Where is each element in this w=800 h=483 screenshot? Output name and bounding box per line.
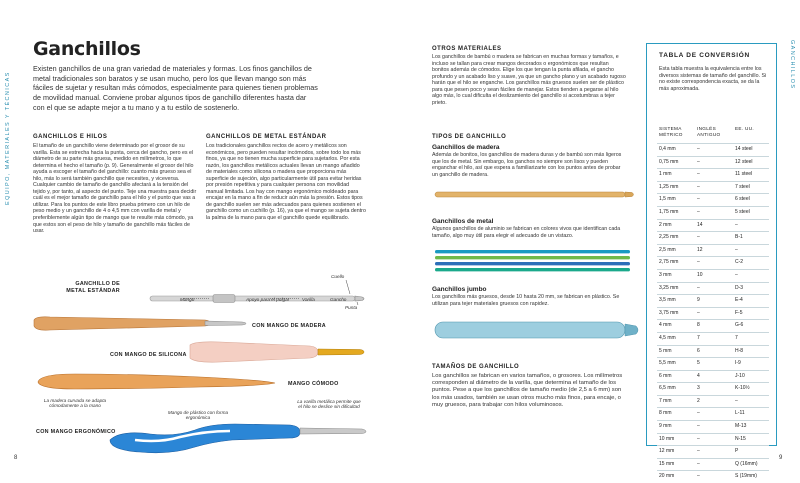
conversion-desc: Esta tabla muestra la equivalencia entre los diversos sistemas de tamaño del ganchillo. Si no existe correspondencia exacta, se da la más aproximada.	[659, 66, 767, 93]
cell-us: P	[735, 448, 739, 455]
cell-metric: 0,4 mm	[659, 146, 676, 152]
cell-us: 5 steel	[735, 208, 750, 215]
page-number-left: 8	[14, 455, 18, 461]
metal-text: Algunos ganchillos de aluminio se fabrican en colores vivos que identifican cada tamaño, algo muy útil para elegir el adecuado de un vistazo.	[432, 226, 621, 239]
cell-us: C-2	[735, 259, 744, 266]
col1-text: El tamaño de un ganchillo viene determinado por el grosor de su varilla. Esta se estrecha hacia la punta, cerca del gancho, pero es el diámetro de su parte más gruesa, medido en milímetros, lo que determina el hecho el tamaño (p. 9). Generalmente el grosor del hilo ayuda a escoger el tamaño del ganchillo: cuanto más grueso sea el hilo, más lo será también ganchillo que necesites, y viceversa. Cualquier cambio de tamaño de ganchillo afectará a la tensión del tejido y, por tanto, al aspecto del punto. Teje una muestra para decidir cuál es el mejor tamaño de ganchillo para el hilo y el punto que vas a utilizar. Para los puntos de este libro prueba primero con un hilo de peso medio y un ganchillo de 4 o 4,5 mm con varilla de metal y preferiblemente algún tipo de mango que te resulte más cómodo, ya que estos son el peso de hilo y tamaño de ganchillo más fáciles de usar.	[33, 143, 197, 235]
intro-paragraph: Existen ganchillos de una gran variedad de materiales y formas. Los finos ganchillos de metal tradicionales son baratos y se usan mucho, pero los que llevan mango son más fáciles de sujetar y resultan más cómodos, especialmente para quienes tienen problemas de movilidad manual. Conviene probar algunos tipos de ganchillo diferentes hasta dar con el que se adapte mejor a tu mano y a tu estilo de sostenerlo.	[33, 64, 318, 112]
silicone-hook-illustration	[190, 342, 364, 362]
cell-metric: 3,5 mm	[659, 297, 676, 304]
ergonomic-hook-label: CON MANGO ERGONÓMICO	[36, 429, 116, 435]
table-row	[657, 206, 769, 219]
cell-metric: 5,5 mm	[659, 360, 676, 367]
madera-heading: Ganchillos de madera	[432, 144, 500, 151]
cell-uk: 14	[697, 221, 703, 228]
cell-uk: –	[697, 284, 700, 291]
cell-metric: 1,25 mm	[659, 183, 679, 190]
table-row	[657, 244, 769, 257]
madera-text: Además de bonitos, los ganchillos de madera duras y de bambú son más ligeros que los de metal. Sin embargo, los ganchos no siempre son lisos y pueden enganchar el hilo, así que espera a familiarizarte con los puntos antes de probar un ganchillo de madera.	[432, 152, 622, 178]
col1-heading: GANCHILLOS E HILOS	[33, 134, 108, 140]
cell-metric: 1,5 mm	[659, 196, 676, 203]
cell-us: M-13	[735, 423, 747, 430]
cell-us: 14 steel	[735, 146, 753, 152]
cell-us: N-15	[735, 435, 746, 442]
cell-metric: 0,75 mm	[659, 158, 679, 165]
table-row	[657, 256, 769, 269]
cell-metric: 2,5 mm	[659, 246, 676, 253]
rod-note: La varilla metálica permite que el hilo se deslice sin dificultad	[297, 399, 361, 409]
cell-metric: 2,75 mm	[659, 259, 679, 266]
table-row	[657, 382, 769, 395]
tipos-heading: TIPOS DE GANCHILLO	[432, 134, 507, 140]
part-mango: Mango	[180, 297, 195, 302]
table-row	[657, 345, 769, 358]
table-row	[657, 181, 769, 194]
cell-uk: –	[697, 183, 700, 190]
tamanos-text: Los ganchillos se fabrican en varios tamaños, o grosores. Los milímetros corresponden al diámetro de la varilla, que determina el tamaño de los puntos. Pese a que los ganchillos de tamaño medio (de 2,5 a 6 mm) son los más usados, también se usan otros mucho más finos, para encaje, o muy gruesos, para trabajar con hilos voluminosos.	[432, 373, 623, 408]
cell-uk: –	[697, 158, 700, 165]
type-illustrations	[400, 0, 640, 478]
cell-metric: 15 mm	[659, 460, 675, 467]
comfort-hook-label: MANGO CÓMODO	[288, 381, 339, 387]
cell-us: B-1	[735, 234, 743, 241]
table-row	[657, 168, 769, 181]
table-row	[657, 458, 769, 471]
table-row	[657, 319, 769, 332]
page-number-right: 9	[779, 455, 783, 461]
cell-us: S (19mm)	[735, 473, 757, 480]
tamanos-heading: TAMAÑOS DE GANCHILLO	[432, 364, 520, 370]
table-row	[657, 357, 769, 370]
cell-us: F-5	[735, 309, 743, 316]
conversion-title: TABLA DE CONVERSIÓN	[659, 52, 750, 59]
cell-metric: 2,25 mm	[659, 234, 679, 241]
part-apoyo: Apoyo para el pulgar	[246, 297, 290, 302]
metal-heading: Ganchillos de metal	[432, 218, 494, 225]
cell-us: –	[735, 271, 738, 278]
otros-text: Los ganchillos de bambú o madera se fabrican en muchas formas y tamaños, e incluso se tallan para crear mangos decorados o ergonómicos que resultan bonitos además de cómodos. Elige los que tengan la punta afilada, el gancho profundo y un acabado liso y suave, ya que un gancho plano y un acabado rugoso harán que el hilo se enganche. Los ganchillos más gruesos suelen ser de plástico para que pesen poco y sean fáciles de manejar. Estos tienden a pegarse al hilo algo más, lo cual dificulta el deslizamiento del ganchillo si acostumbras a tejer prieto.	[432, 54, 626, 106]
cell-uk: –	[697, 448, 700, 455]
wood-hook-illustration	[34, 317, 246, 330]
cell-us: E-4	[735, 297, 743, 304]
cell-metric: 7 mm	[659, 397, 672, 404]
cell-uk: 6	[697, 347, 700, 354]
section-tab: EQUIPO, MATERIALES Y TÉCNICAS	[5, 71, 11, 205]
cell-uk: –	[697, 146, 700, 152]
cell-metric: 6 mm	[659, 372, 672, 379]
table-row	[657, 269, 769, 282]
silicone-hook-label: CON MANGO DE SILICONA	[110, 352, 187, 358]
cell-metric: 2 mm	[659, 221, 672, 228]
cell-metric: 20 mm	[659, 473, 675, 480]
cell-us: H-8	[735, 347, 744, 354]
table-row	[657, 395, 769, 408]
page-title: Ganchillos	[33, 38, 141, 60]
metal-hook-label: GANCHILLO DE METAL ESTÁNDAR	[66, 281, 120, 294]
cell-metric: 9 mm	[659, 423, 672, 430]
cell-metric: 8 mm	[659, 410, 672, 417]
cell-us: K-10½	[735, 385, 750, 392]
otros-heading: OTROS MATERIALES	[432, 46, 502, 52]
cell-uk: –	[697, 423, 700, 430]
cell-us: 12 steel	[735, 158, 753, 165]
cell-us: 11 steel	[735, 171, 753, 178]
cell-us: D-3	[735, 284, 744, 291]
header-metric: SISTEMA MÉTRICO	[659, 126, 683, 137]
cell-uk: –	[697, 171, 700, 178]
cell-metric: 1 mm	[659, 171, 672, 178]
cell-metric: 3,75 mm	[659, 309, 679, 316]
cell-uk: 8	[697, 322, 700, 329]
table-row	[657, 470, 769, 483]
cell-uk: 3	[697, 385, 700, 392]
table-row	[657, 193, 769, 206]
part-punta: Punta	[345, 305, 358, 310]
cell-uk: –	[697, 259, 700, 266]
cell-metric: 4,5 mm	[659, 334, 676, 341]
cell-metric: 4 mm	[659, 322, 672, 329]
cell-us: G-6	[735, 322, 744, 329]
table-row	[657, 219, 769, 232]
table-row	[657, 307, 769, 320]
ergonomic-hook-illustration	[110, 424, 366, 453]
table-row	[657, 143, 769, 156]
cell-uk: –	[697, 208, 700, 215]
jumbo-type-hook	[435, 322, 638, 338]
cell-us: L-11	[735, 410, 745, 417]
cell-metric: 10 mm	[659, 435, 675, 442]
cell-us: 7 steel	[735, 183, 750, 190]
table-row	[657, 231, 769, 244]
comfort-hook-illustration	[38, 374, 275, 389]
cell-uk: –	[697, 473, 700, 480]
cell-us: 6 steel	[735, 196, 750, 203]
col2-heading: GANCHILLOS DE METAL ESTÁNDAR	[206, 134, 327, 140]
cell-uk: 10	[697, 271, 703, 278]
cell-metric: 3,25 mm	[659, 284, 679, 291]
cell-uk: 5	[697, 360, 700, 367]
cell-uk: 2	[697, 397, 700, 404]
cell-uk: –	[697, 309, 700, 316]
cell-metric: 6,5 mm	[659, 385, 676, 392]
jumbo-text: Los ganchillos más gruesos, desde 10 hasta 20 mm, se fabrican en plástico. Se utilizan para tejer materiales gruesos con rapidez.	[432, 294, 620, 307]
cell-metric: 12 mm	[659, 448, 675, 455]
wood-note: La madera curvada se adapta cómodamente a la mano	[43, 398, 107, 408]
cell-uk: 7	[697, 334, 700, 341]
wood-type-hook	[435, 192, 634, 197]
jumbo-heading: Ganchillos jumbo	[432, 286, 487, 293]
cell-metric: 3 mm	[659, 271, 672, 278]
plastic-note: Mango de plástico con forma ergonómica	[167, 410, 229, 420]
conversion-table	[646, 43, 777, 480]
cell-uk: 9	[697, 297, 700, 304]
cell-metric: 1,75 mm	[659, 208, 679, 215]
cell-us: I-9	[735, 360, 741, 367]
cell-uk: 12	[697, 246, 703, 253]
section-tab-right: GANCHILLOS	[789, 40, 795, 90]
metal-type-hooks	[435, 250, 630, 271]
table-row	[657, 332, 769, 345]
cell-us: J-10	[735, 372, 745, 379]
header-us: EE. UU.	[735, 126, 755, 131]
cell-us: 7	[735, 334, 738, 341]
cell-uk: –	[697, 460, 700, 467]
table-row	[657, 433, 769, 446]
cell-metric: 5 mm	[659, 347, 672, 354]
header-uk: INGLÉS ANTIGUO	[697, 126, 721, 137]
cell-uk: –	[697, 196, 700, 203]
cell-uk: –	[697, 234, 700, 241]
cell-us: –	[735, 397, 738, 404]
table-row	[657, 420, 769, 433]
wood-hook-label: CON MANGO DE MADERA	[252, 323, 326, 329]
table-row	[657, 156, 769, 169]
part-varilla: Varilla	[302, 297, 315, 302]
cell-uk: –	[697, 435, 700, 442]
table-row	[657, 445, 769, 458]
part-gancho: Gancho	[330, 297, 347, 302]
cell-us: –	[735, 221, 738, 228]
cell-us: –	[735, 246, 738, 253]
cell-uk: –	[697, 410, 700, 417]
col2-text: Los tradicionales ganchillos rectos de acero y metálicos son económicos, pero pueden resultar incómodos, sobre todo los más finos, ya que no tienen mucha superficie para sujetarlos. Por esta razón, los ganchillos metálicos actuales llevan un mango añadido de materiales como silicona o madera que proporciona más superficie de sujeción, algo particularmente útil para evitar heridas por presión repetitiva y para cualquier persona con movilidad manual limitada. Los hay con mango ergonómico moldeado para encajar en la mano a fin de reducir aún más la presión. Estos tipos de ganchillo suelen ser más adecuados para quienes sostienen el ganchillo como un cuchillo (p. 16), ya que el mango se sujeta dentro la palma de la mano para que el ganchillo quede equilibrado.	[206, 143, 366, 222]
conversion-rows	[657, 143, 769, 483]
part-cuello: Cuello	[331, 274, 345, 279]
table-row	[657, 370, 769, 383]
cell-us: Q (16mm)	[735, 460, 758, 467]
table-row	[657, 407, 769, 420]
cell-uk: 4	[697, 372, 700, 379]
table-row	[657, 294, 769, 307]
table-row	[657, 282, 769, 295]
